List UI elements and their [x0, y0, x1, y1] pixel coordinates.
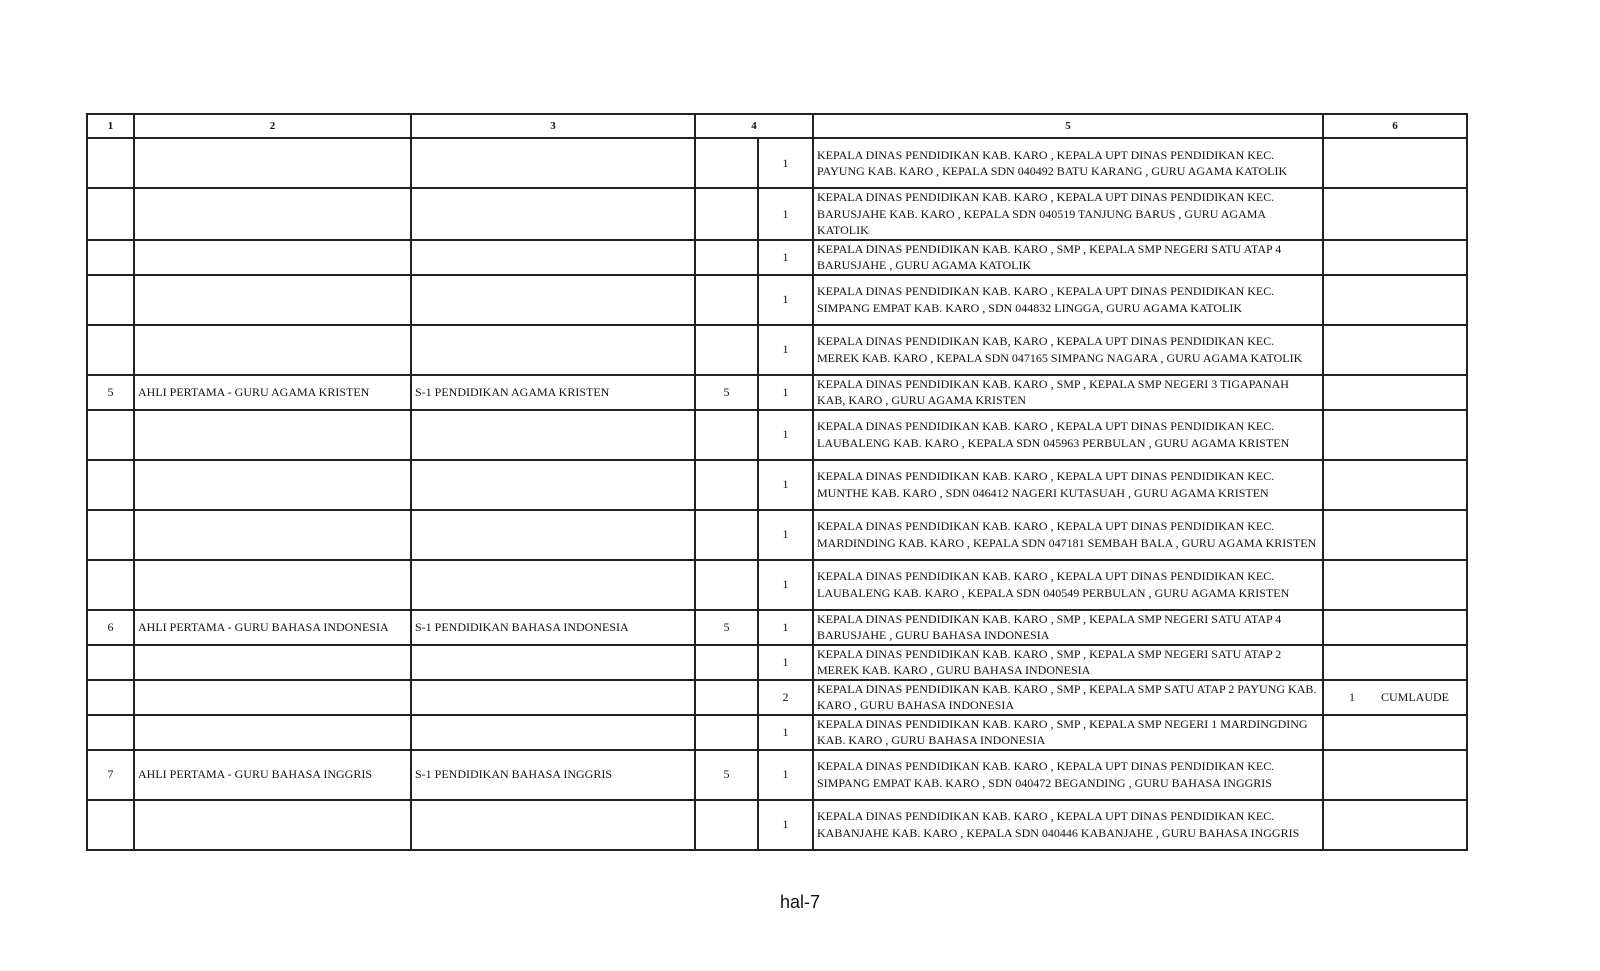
jumlah-cell: [695, 460, 758, 510]
jabatan-cell: [134, 325, 411, 375]
table-row: [87, 715, 1467, 750]
kualifikasi-cell: [411, 325, 695, 375]
sub-count-cell: 1: [758, 510, 813, 560]
table-row: [87, 510, 1467, 560]
table-row: [87, 410, 1467, 460]
header-col-3: 3: [411, 114, 695, 138]
table-row: [87, 750, 1467, 800]
unit-description-cell: KEPALA DINAS PENDIDIKAN KAB. KARO , SMP , KEPALA SMP SATU ATAP 2 PAYUNG KAB. KARO , GURU BAHASA INDONESIA: [813, 680, 1323, 715]
row-number-cell: [87, 715, 134, 750]
unit-description-cell: KEPALA DINAS PENDIDIKAN KAB. KARO , SMP , KEPALA SMP NEGERI SATU ATAP 2 MEREK KAB. KARO , GURU BAHASA INDONESIA: [813, 645, 1323, 680]
unit-description-cell: KEPALA DINAS PENDIDIKAN KAB. KARO , KEPALA UPT DINAS PENDIDIKAN KEC. SIMPANG EMPAT KAB. KARO , SDN 044832 LINGGA, GURU AGAMA KATOLIK: [813, 275, 1323, 325]
jabatan-cell: [134, 645, 411, 680]
unit-description-cell: KEPALA DINAS PENDIDIKAN KAB. KARO , KEPALA UPT DINAS PENDIDIKAN KEC. LAUBALENG KAB. KARO , KEPALA SDN 040549 PERBULAN , GURU AGAMA KRISTEN: [813, 560, 1323, 610]
jumlah-cell: [695, 325, 758, 375]
note-cell: [1323, 138, 1467, 188]
sub-count-cell: 1: [758, 715, 813, 750]
kualifikasi-cell: [411, 800, 695, 850]
row-number-cell: [87, 645, 134, 680]
row-number-cell: [87, 410, 134, 460]
jabatan-cell: [134, 410, 411, 460]
unit-description-cell: KEPALA DINAS PENDIDIKAN KAB, KARO , KEPALA UPT DINAS PENDIDIKAN KEC. MEREK KAB. KARO , KEPALA SDN 047165 SIMPANG NAGARA , GURU AGAMA KATOLIK: [813, 325, 1323, 375]
jabatan-cell: AHLI PERTAMA - GURU BAHASA INGGRIS: [134, 750, 411, 800]
note-cell: [1323, 645, 1467, 680]
table-row: [87, 138, 1467, 188]
table-row: [87, 325, 1467, 375]
unit-description-cell: KEPALA DINAS PENDIDIKAN KAB. KARO , SMP , KEPALA SMP NEGERI SATU ATAP 4 BARUSJAHE , GURU BAHASA INDONESIA: [813, 610, 1323, 645]
table-row: [87, 645, 1467, 680]
note-cell: [1323, 800, 1467, 850]
note-cell: [1323, 750, 1467, 800]
header-col-6: 6: [1323, 114, 1467, 138]
jabatan-cell: AHLI PERTAMA - GURU AGAMA KRISTEN: [134, 375, 411, 410]
note-text: CUMLAUDE: [1381, 689, 1449, 704]
note-cell: [1323, 325, 1467, 375]
note-cell: [1323, 240, 1467, 275]
kualifikasi-cell: S-1 PENDIDIKAN BAHASA INDONESIA: [411, 610, 695, 645]
unit-description-cell: KEPALA DINAS PENDIDIKAN KAB. KARO , SMP , KEPALA SMP NEGERI SATU ATAP 4 BARUSJAHE , GURU AGAMA KATOLIK: [813, 240, 1323, 275]
jumlah-cell: 5: [695, 610, 758, 645]
kualifikasi-cell: [411, 560, 695, 610]
unit-description-cell: KEPALA DINAS PENDIDIKAN KAB. KARO , KEPALA UPT DINAS PENDIDIKAN KEC. BARUSJAHE KAB. KARO , KEPALA SDN 040519 TANJUNG BARUS , GURU AGAMA KATOLIK: [813, 188, 1323, 240]
header-col-2: 2: [134, 114, 411, 138]
kualifikasi-cell: [411, 510, 695, 560]
sub-count-cell: 1: [758, 240, 813, 275]
row-number-cell: [87, 510, 134, 560]
jumlah-cell: [695, 240, 758, 275]
row-number-cell: [87, 188, 134, 240]
jabatan-cell: [134, 560, 411, 610]
jumlah-cell: [695, 138, 758, 188]
kualifikasi-cell: S-1 PENDIDIKAN BAHASA INGGRIS: [411, 750, 695, 800]
note-cell: [1323, 275, 1467, 325]
table-row: [87, 680, 1467, 715]
unit-description-cell: KEPALA DINAS PENDIDIKAN KAB. KARO , KEPALA UPT DINAS PENDIDIKAN KEC. PAYUNG KAB. KARO , KEPALA SDN 040492 BATU KARANG , GURU AGAMA KATOLIK: [813, 138, 1323, 188]
jabatan-cell: [134, 510, 411, 560]
kualifikasi-cell: [411, 645, 695, 680]
kualifikasi-cell: [411, 410, 695, 460]
kualifikasi-cell: [411, 275, 695, 325]
jumlah-cell: [695, 645, 758, 680]
kualifikasi-cell: S-1 PENDIDIKAN AGAMA KRISTEN: [411, 375, 695, 410]
row-number-cell: [87, 138, 134, 188]
table-row: [87, 240, 1467, 275]
note-cell: [1323, 460, 1467, 510]
sub-count-cell: 1: [758, 610, 813, 645]
jumlah-cell: [695, 560, 758, 610]
sub-count-cell: 1: [758, 325, 813, 375]
sub-count-cell: 1: [758, 460, 813, 510]
kualifikasi-cell: [411, 240, 695, 275]
header-col-5: 5: [813, 114, 1323, 138]
jabatan-cell: AHLI PERTAMA - GURU BAHASA INDONESIA: [134, 610, 411, 645]
jumlah-cell: [695, 275, 758, 325]
jabatan-cell: [134, 188, 411, 240]
jabatan-cell: [134, 240, 411, 275]
jabatan-cell: [134, 680, 411, 715]
row-number-cell: [87, 460, 134, 510]
jabatan-cell: [134, 715, 411, 750]
row-number-cell: 5: [87, 375, 134, 410]
note-cell: [1323, 410, 1467, 460]
jabatan-cell: [134, 800, 411, 850]
unit-description-cell: KEPALA DINAS PENDIDIKAN KAB. KARO , KEPALA UPT DINAS PENDIDIKAN KEC. MARDINDING KAB. KARO , KEPALA SDN 047181 SEMBAH BALA , GURU AGAMA KRISTEN: [813, 510, 1323, 560]
formation-table: [86, 113, 1468, 851]
jumlah-cell: [695, 680, 758, 715]
header-row: [87, 114, 1467, 138]
jabatan-cell: [134, 275, 411, 325]
note-number: 1: [1349, 689, 1355, 704]
sub-count-cell: 1: [758, 410, 813, 460]
note-cell: [1323, 375, 1467, 410]
kualifikasi-cell: [411, 188, 695, 240]
table-row: [87, 560, 1467, 610]
sub-count-cell: 1: [758, 750, 813, 800]
row-number-cell: 6: [87, 610, 134, 645]
jumlah-cell: [695, 510, 758, 560]
unit-description-cell: KEPALA DINAS PENDIDIKAN KAB. KARO , KEPALA UPT DINAS PENDIDIKAN KEC. LAUBALENG KAB. KARO , KEPALA SDN 045963 PERBULAN , GURU AGAMA KRISTEN: [813, 410, 1323, 460]
kualifikasi-cell: [411, 460, 695, 510]
kualifikasi-cell: [411, 715, 695, 750]
unit-description-cell: KEPALA DINAS PENDIDIKAN KAB. KARO , SMP , KEPALA SMP NEGERI 3 TIGAPANAH KAB, KARO , GURU AGAMA KRISTEN: [813, 375, 1323, 410]
table-row: [87, 188, 1467, 240]
sub-count-cell: 1: [758, 138, 813, 188]
note-cell: [1323, 715, 1467, 750]
jumlah-cell: [695, 800, 758, 850]
jumlah-cell: 5: [695, 750, 758, 800]
row-number-cell: [87, 275, 134, 325]
header-col-4: 4: [695, 114, 813, 138]
note-cell: [1323, 610, 1467, 645]
row-number-cell: [87, 680, 134, 715]
jumlah-cell: [695, 410, 758, 460]
note-cell: [1323, 188, 1467, 240]
unit-description-cell: KEPALA DINAS PENDIDIKAN KAB. KARO , KEPALA UPT DINAS PENDIDIKAN KEC. SIMPANG EMPAT KAB. KARO , SDN 040472 BEGANDING , GURU BAHASA INGGRIS: [813, 750, 1323, 800]
table-row: [87, 460, 1467, 510]
kualifikasi-cell: [411, 138, 695, 188]
header-col-1: 1: [87, 114, 134, 138]
table-row: [87, 275, 1467, 325]
unit-description-cell: KEPALA DINAS PENDIDIKAN KAB. KARO , KEPALA UPT DINAS PENDIDIKAN KEC. KABANJAHE KAB. KARO , KEPALA SDN 040446 KABANJAHE , GURU BAHASA INGGRIS: [813, 800, 1323, 850]
sub-count-cell: 1: [758, 375, 813, 410]
table-row: [87, 375, 1467, 410]
page-number: hal-7: [779, 892, 821, 912]
sub-count-cell: 1: [758, 188, 813, 240]
jabatan-cell: [134, 460, 411, 510]
unit-description-cell: KEPALA DINAS PENDIDIKAN KAB. KARO , KEPALA UPT DINAS PENDIDIKAN KEC. MUNTHE KAB. KARO , SDN 046412 NAGERI KUTASUAH , GURU AGAMA KRISTEN: [813, 460, 1323, 510]
sub-count-cell: 1: [758, 560, 813, 610]
sub-count-cell: 1: [758, 645, 813, 680]
kualifikasi-cell: [411, 680, 695, 715]
jumlah-cell: 5: [695, 375, 758, 410]
row-number-cell: [87, 325, 134, 375]
sub-count-cell: 1: [758, 275, 813, 325]
row-number-cell: [87, 800, 134, 850]
note-cell: [1323, 560, 1467, 610]
table-row: [87, 610, 1467, 645]
table-row: [87, 800, 1467, 850]
sub-count-cell: 1: [758, 800, 813, 850]
table-body: [87, 138, 1467, 850]
jumlah-cell: [695, 715, 758, 750]
jabatan-cell: [134, 138, 411, 188]
jumlah-cell: [695, 188, 758, 240]
row-number-cell: [87, 240, 134, 275]
row-number-cell: 7: [87, 750, 134, 800]
unit-description-cell: KEPALA DINAS PENDIDIKAN KAB. KARO , SMP , KEPALA SMP NEGERI 1 MARDINGDING KAB. KARO , GURU BAHASA INDONESIA: [813, 715, 1323, 750]
row-number-cell: [87, 560, 134, 610]
sub-count-cell: 2: [758, 680, 813, 715]
note-cell: [1323, 680, 1467, 715]
note-cell: [1323, 510, 1467, 560]
